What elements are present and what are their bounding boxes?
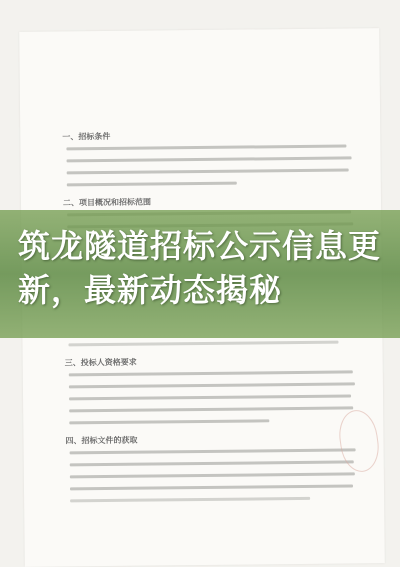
text-line <box>66 144 346 150</box>
text-line <box>70 448 356 454</box>
text-line <box>69 406 353 412</box>
text-line <box>70 497 310 503</box>
text-line <box>69 382 355 388</box>
text-line <box>68 341 338 347</box>
section-heading-qualification: 三、投标人资格要求 <box>64 357 137 368</box>
text-line <box>70 484 353 490</box>
section-heading-documents: 四、招标文件的获取 <box>65 435 138 446</box>
text-line <box>67 168 349 174</box>
text-line <box>70 472 355 478</box>
text-line <box>67 156 352 162</box>
section-heading-overview: 二、项目概况和招标范围 <box>62 197 152 208</box>
text-line <box>67 182 237 187</box>
headline-text: 筑龙隧道招标公示信息更新，最新动态揭秘 <box>18 227 382 309</box>
document-title <box>89 47 329 50</box>
text-line <box>70 460 354 466</box>
project-number <box>110 62 310 64</box>
text-line <box>69 394 351 400</box>
text-line <box>69 419 269 424</box>
section-heading-conditions: 一、招标条件 <box>62 131 111 142</box>
text-line <box>69 370 353 376</box>
